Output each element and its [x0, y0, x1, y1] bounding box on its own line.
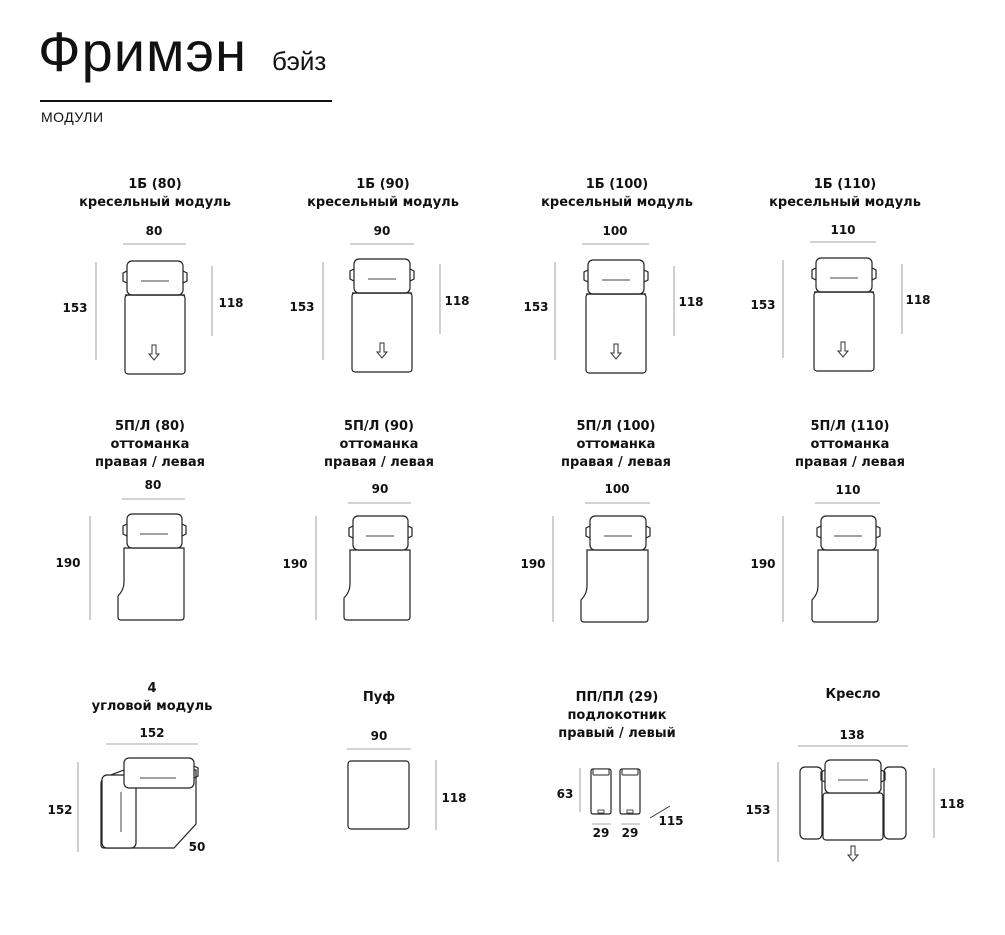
- length-dim: 115: [658, 814, 684, 828]
- module-desc: правая / левая: [795, 455, 905, 470]
- module-desc: оттоманка: [576, 437, 656, 452]
- width-dim: 110: [835, 483, 861, 497]
- seat-dim: 118: [905, 293, 931, 307]
- height-dim: 63: [556, 787, 574, 801]
- module-code: 5П/Л (110): [810, 419, 890, 434]
- module-armchair: [745, 728, 964, 862]
- module-code: 1Б (110): [813, 177, 877, 192]
- module-code: Кресло: [825, 687, 881, 702]
- module-armrests: [557, 768, 684, 840]
- module-desc: кресельный модуль: [769, 195, 921, 210]
- width-dim: 90: [370, 729, 388, 743]
- width-dim: 90: [371, 482, 389, 496]
- depth-dim: 190: [282, 557, 308, 571]
- depth-dim: 190: [55, 556, 81, 570]
- width-dim: 80: [144, 478, 162, 492]
- module-1b-80: [62, 224, 243, 374]
- module-code: Пуф: [362, 690, 396, 705]
- module-desc: правая / левая: [95, 455, 205, 470]
- seat-dim: 118: [444, 294, 470, 308]
- width-dim: 138: [839, 728, 865, 742]
- module-code: 5П/Л (90): [344, 419, 414, 434]
- depth-dim: 152: [47, 803, 73, 817]
- module-desc: правая / левая: [561, 455, 671, 470]
- width-dim: 80: [145, 224, 163, 238]
- module-code: 1Б (90): [356, 177, 410, 192]
- width-dim: 29: [621, 826, 639, 840]
- module-1b-90: [289, 224, 469, 372]
- depth-dim: 190: [750, 557, 776, 571]
- corner-dim: 50: [188, 840, 206, 854]
- module-code: 1Б (80): [128, 177, 182, 192]
- module-desc: оттоманка: [110, 437, 190, 452]
- module-desc: подлокотник: [567, 708, 667, 723]
- module-5pl-100: [520, 482, 650, 622]
- seat-dim: 118: [939, 797, 965, 811]
- width-dim: 90: [373, 224, 391, 238]
- width-dim: 100: [602, 224, 628, 238]
- module-code: 5П/Л (100): [576, 419, 656, 434]
- depth-dim: 190: [520, 557, 546, 571]
- module-5pl-110: [750, 483, 880, 622]
- seat-dim: 118: [678, 295, 704, 309]
- module-5pl-90: [282, 482, 412, 620]
- width-dim: 152: [139, 726, 165, 740]
- depth-dim: 153: [750, 298, 776, 312]
- module-desc: правая / левая: [324, 455, 434, 470]
- page-title: Фримэн: [38, 20, 247, 83]
- depth-dim: 118: [441, 791, 467, 805]
- module-code: 5П/Л (80): [115, 419, 185, 434]
- module-5pl-80: [55, 478, 186, 620]
- module-desc: кресельный модуль: [307, 195, 459, 210]
- width-dim: 110: [830, 223, 856, 237]
- module-code: 1Б (100): [585, 177, 649, 192]
- module-desc: оттоманка: [810, 437, 890, 452]
- depth-dim: 153: [62, 301, 88, 315]
- depth-dim: 153: [289, 300, 315, 314]
- module-code: 4: [147, 681, 157, 696]
- module-desc: правый / левый: [558, 726, 676, 741]
- module-desc: кресельный модуль: [79, 195, 231, 210]
- module-desc: угловой модуль: [91, 699, 213, 714]
- module-desc: оттоманка: [339, 437, 419, 452]
- module-1b-110: [750, 223, 930, 371]
- seat-dim: 118: [218, 296, 244, 310]
- module-1b-100: [523, 224, 703, 373]
- module-code: ПП/ПЛ (29): [575, 690, 659, 705]
- width-dim: 29: [592, 826, 610, 840]
- page-subtitle: бэйз: [272, 46, 327, 76]
- depth-dim: 153: [523, 300, 549, 314]
- section-label: МОДУЛИ: [41, 109, 104, 125]
- depth-dim: 153: [745, 803, 771, 817]
- module-corner-4: [47, 726, 205, 854]
- module-desc: кресельный модуль: [541, 195, 693, 210]
- module-pouf: [347, 729, 467, 830]
- width-dim: 100: [604, 482, 630, 496]
